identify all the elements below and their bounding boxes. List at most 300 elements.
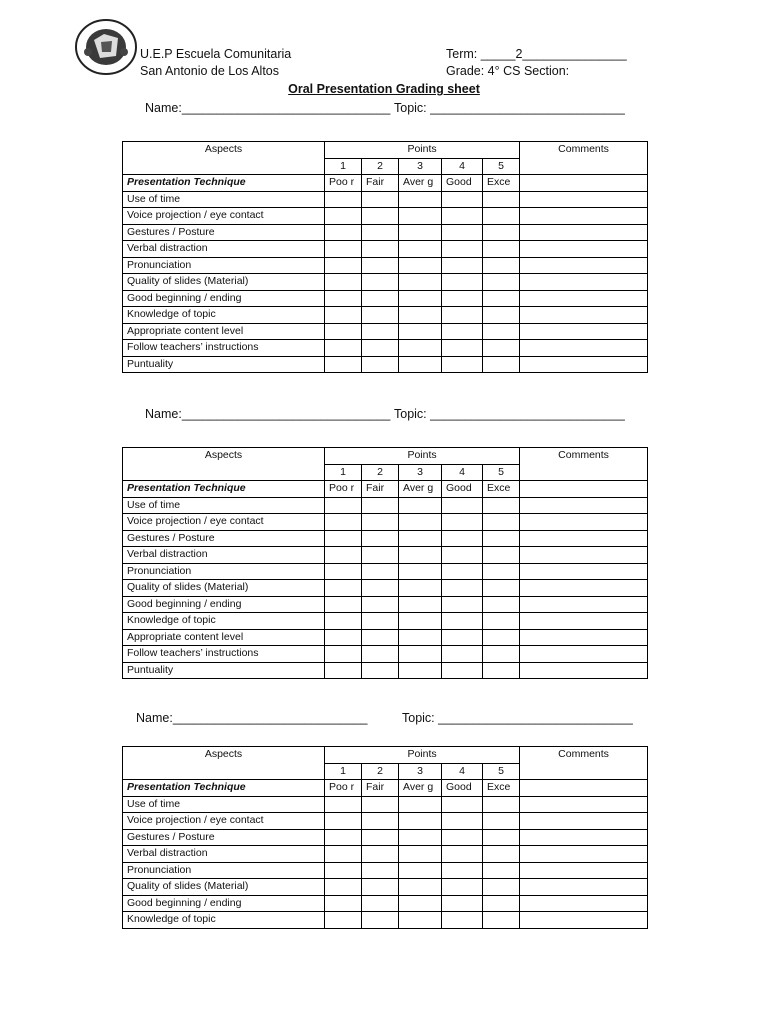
comment-cell[interactable] [520, 662, 648, 679]
score-cell-3[interactable] [399, 796, 442, 813]
name-field-2: Name:______________________________ [145, 407, 391, 421]
score-cell-5[interactable] [483, 895, 520, 912]
grading-table-3 [122, 746, 648, 929]
score-cell-4[interactable] [442, 191, 483, 208]
score-cell-2[interactable] [362, 796, 399, 813]
score-cell-4[interactable] [442, 912, 483, 929]
score-cell-4[interactable] [442, 224, 483, 241]
score-cell-1[interactable] [325, 547, 362, 564]
score-cell-3[interactable] [399, 912, 442, 929]
point-number-1: 1 [325, 763, 362, 780]
score-cell-3[interactable] [399, 662, 442, 679]
criterion-label: Knowledge of topic [123, 613, 325, 630]
score-cell-1[interactable] [325, 662, 362, 679]
score-cell-2[interactable] [362, 547, 399, 564]
score-cell-4[interactable] [442, 629, 483, 646]
criterion-label: Good beginning / ending [123, 895, 325, 912]
score-cell-2[interactable] [362, 208, 399, 225]
score-cell-4[interactable] [442, 274, 483, 291]
score-cell-5[interactable] [483, 629, 520, 646]
score-cell-1[interactable] [325, 274, 362, 291]
score-cell-5[interactable] [483, 274, 520, 291]
criterion-row [123, 662, 648, 679]
score-cell-4[interactable] [442, 547, 483, 564]
comment-cell [520, 481, 648, 498]
criterion-row [123, 356, 648, 373]
score-cell-2[interactable] [362, 895, 399, 912]
criterion-row [123, 563, 648, 580]
score-cell-2[interactable] [362, 191, 399, 208]
score-cell-2[interactable] [362, 629, 399, 646]
score-cell-4[interactable] [442, 340, 483, 357]
criterion-label: Quality of slides (Material) [123, 879, 325, 896]
comment-cell[interactable] [520, 846, 648, 863]
criterion-label: Quality of slides (Material) [123, 580, 325, 597]
point-number-2: 2 [362, 464, 399, 481]
criterion-row [123, 497, 648, 514]
score-cell-2[interactable] [362, 530, 399, 547]
points-header: Points [325, 448, 520, 465]
score-cell-4[interactable] [442, 530, 483, 547]
score-cell-3[interactable] [399, 879, 442, 896]
score-cell-5[interactable] [483, 563, 520, 580]
score-cell-5[interactable] [483, 646, 520, 663]
comment-cell[interactable] [520, 224, 648, 241]
score-cell-3[interactable] [399, 563, 442, 580]
score-cell-2[interactable] [362, 646, 399, 663]
point-number-3: 3 [399, 763, 442, 780]
term-info [446, 46, 627, 80]
aspects-header: Aspects [123, 448, 325, 481]
score-cell-5[interactable] [483, 813, 520, 830]
score-cell-2[interactable] [362, 613, 399, 630]
comment-cell[interactable] [520, 208, 648, 225]
score-cell-3[interactable] [399, 580, 442, 597]
points-header: Points [325, 142, 520, 159]
score-cell-5[interactable] [483, 596, 520, 613]
criterion-row [123, 613, 648, 630]
point-number-2: 2 [362, 763, 399, 780]
point-number-5: 5 [483, 464, 520, 481]
criterion-label: Use of time [123, 497, 325, 514]
criterion-row [123, 307, 648, 324]
comment-cell[interactable] [520, 547, 648, 564]
comment-cell[interactable] [520, 563, 648, 580]
score-cell-5[interactable] [483, 879, 520, 896]
point-number-1: 1 [325, 158, 362, 175]
section-label: Presentation Technique [123, 481, 325, 498]
score-cell-3[interactable] [399, 547, 442, 564]
score-cell-4[interactable] [442, 796, 483, 813]
score-cell-2[interactable] [362, 662, 399, 679]
score-cell-5[interactable] [483, 846, 520, 863]
score-cell-5[interactable] [483, 191, 520, 208]
scale-label-2: Fair [362, 481, 399, 498]
scale-label-3: Aver g [399, 780, 442, 797]
score-cell-3[interactable] [399, 514, 442, 531]
score-cell-1[interactable] [325, 846, 362, 863]
criterion-label: Gestures / Posture [123, 530, 325, 547]
criterion-row [123, 514, 648, 531]
score-cell-5[interactable] [483, 323, 520, 340]
term-field: Term: _____2_______________ [446, 47, 627, 61]
comment-cell[interactable] [520, 340, 648, 357]
criterion-label: Pronunciation [123, 563, 325, 580]
scale-label-4: Good [442, 481, 483, 498]
score-cell-5[interactable] [483, 580, 520, 597]
comment-cell[interactable] [520, 323, 648, 340]
criterion-row [123, 290, 648, 307]
score-cell-3[interactable] [399, 895, 442, 912]
score-cell-4[interactable] [442, 563, 483, 580]
comment-cell[interactable] [520, 613, 648, 630]
points-header: Points [325, 747, 520, 764]
score-cell-2[interactable] [362, 274, 399, 291]
score-cell-3[interactable] [399, 846, 442, 863]
score-cell-1[interactable] [325, 813, 362, 830]
criterion-label: Verbal distraction [123, 547, 325, 564]
score-cell-3[interactable] [399, 646, 442, 663]
school-logo [74, 16, 138, 76]
topic-field-3: Topic: ____________________________ [402, 711, 633, 725]
score-cell-1[interactable] [325, 307, 362, 324]
scale-label-3: Aver g [399, 175, 442, 192]
criterion-row [123, 829, 648, 846]
score-cell-3[interactable] [399, 274, 442, 291]
score-cell-4[interactable] [442, 895, 483, 912]
comments-header: Comments [520, 448, 648, 481]
score-cell-5[interactable] [483, 497, 520, 514]
section-label: Presentation Technique [123, 780, 325, 797]
criterion-row [123, 191, 648, 208]
point-number-4: 4 [442, 158, 483, 175]
criterion-row [123, 323, 648, 340]
score-cell-4[interactable] [442, 580, 483, 597]
criterion-label: Puntuality [123, 662, 325, 679]
grade-field: Grade: 4° CS Section: [446, 64, 570, 78]
grading-table-2 [122, 447, 648, 679]
criterion-label: Knowledge of topic [123, 912, 325, 929]
criterion-row [123, 530, 648, 547]
score-cell-3[interactable] [399, 257, 442, 274]
score-cell-3[interactable] [399, 862, 442, 879]
score-cell-1[interactable] [325, 580, 362, 597]
score-cell-3[interactable] [399, 829, 442, 846]
score-cell-4[interactable] [442, 241, 483, 258]
score-cell-2[interactable] [362, 846, 399, 863]
scale-label-2: Fair [362, 780, 399, 797]
score-cell-4[interactable] [442, 829, 483, 846]
score-cell-2[interactable] [362, 307, 399, 324]
score-cell-1[interactable] [325, 241, 362, 258]
score-cell-4[interactable] [442, 290, 483, 307]
score-cell-1[interactable] [325, 796, 362, 813]
score-cell-3[interactable] [399, 224, 442, 241]
criterion-row [123, 813, 648, 830]
criterion-label: Puntuality [123, 356, 325, 373]
criterion-row [123, 846, 648, 863]
comment-cell[interactable] [520, 497, 648, 514]
score-cell-3[interactable] [399, 497, 442, 514]
point-number-4: 4 [442, 464, 483, 481]
score-cell-2[interactable] [362, 323, 399, 340]
comment-cell[interactable] [520, 191, 648, 208]
criterion-row [123, 862, 648, 879]
score-cell-1[interactable] [325, 530, 362, 547]
comment-cell[interactable] [520, 646, 648, 663]
criterion-row [123, 596, 648, 613]
criterion-label: Voice projection / eye contact [123, 813, 325, 830]
comment-cell[interactable] [520, 895, 648, 912]
scale-label-3: Aver g [399, 481, 442, 498]
aspects-header: Aspects [123, 142, 325, 175]
criterion-row [123, 580, 648, 597]
score-cell-1[interactable] [325, 879, 362, 896]
score-cell-3[interactable] [399, 191, 442, 208]
score-cell-3[interactable] [399, 530, 442, 547]
score-cell-2[interactable] [362, 257, 399, 274]
comment-cell[interactable] [520, 530, 648, 547]
score-cell-4[interactable] [442, 813, 483, 830]
criterion-label: Pronunciation [123, 862, 325, 879]
topic-field-2: Topic: ____________________________ [394, 407, 625, 421]
criterion-row [123, 796, 648, 813]
point-number-2: 2 [362, 158, 399, 175]
score-cell-1[interactable] [325, 208, 362, 225]
comment-cell[interactable] [520, 879, 648, 896]
comment-cell[interactable] [520, 514, 648, 531]
scale-label-2: Fair [362, 175, 399, 192]
criterion-row [123, 340, 648, 357]
score-cell-5[interactable] [483, 514, 520, 531]
criterion-row [123, 895, 648, 912]
score-cell-2[interactable] [362, 813, 399, 830]
score-cell-4[interactable] [442, 846, 483, 863]
comment-cell[interactable] [520, 241, 648, 258]
score-cell-4[interactable] [442, 662, 483, 679]
score-cell-4[interactable] [442, 356, 483, 373]
comment-cell [520, 175, 648, 192]
score-cell-1[interactable] [325, 224, 362, 241]
score-cell-1[interactable] [325, 613, 362, 630]
scale-label-4: Good [442, 175, 483, 192]
scale-label-4: Good [442, 780, 483, 797]
criterion-label: Quality of slides (Material) [123, 274, 325, 291]
topic-field-1: Topic: ____________________________ [394, 101, 625, 115]
score-cell-1[interactable] [325, 257, 362, 274]
score-cell-5[interactable] [483, 356, 520, 373]
criterion-label: Knowledge of topic [123, 307, 325, 324]
score-cell-3[interactable] [399, 613, 442, 630]
criterion-row [123, 646, 648, 663]
score-cell-5[interactable] [483, 340, 520, 357]
criterion-label: Gestures / Posture [123, 224, 325, 241]
comments-header: Comments [520, 142, 648, 175]
comment-cell[interactable] [520, 257, 648, 274]
criterion-label: Voice projection / eye contact [123, 514, 325, 531]
score-cell-5[interactable] [483, 662, 520, 679]
score-cell-5[interactable] [483, 307, 520, 324]
comment-cell[interactable] [520, 580, 648, 597]
criterion-row [123, 912, 648, 929]
score-cell-1[interactable] [325, 323, 362, 340]
criterion-row [123, 879, 648, 896]
aspects-header: Aspects [123, 747, 325, 780]
school-name: U.E.P Escuela Comunitaria [140, 47, 292, 61]
score-cell-2[interactable] [362, 497, 399, 514]
scale-label-5: Exce [483, 481, 520, 498]
score-cell-2[interactable] [362, 241, 399, 258]
score-cell-2[interactable] [362, 829, 399, 846]
criterion-row [123, 274, 648, 291]
comment-cell[interactable] [520, 813, 648, 830]
name-field-3: Name:____________________________ [136, 711, 368, 725]
scale-label-1: Poo r [325, 481, 362, 498]
section-label: Presentation Technique [123, 175, 325, 192]
score-cell-2[interactable] [362, 224, 399, 241]
criterion-label: Verbal distraction [123, 846, 325, 863]
score-cell-5[interactable] [483, 829, 520, 846]
score-cell-1[interactable] [325, 191, 362, 208]
score-cell-4[interactable] [442, 307, 483, 324]
score-cell-3[interactable] [399, 208, 442, 225]
criterion-label: Follow teachers’ instructions [123, 646, 325, 663]
score-cell-4[interactable] [442, 514, 483, 531]
score-cell-4[interactable] [442, 323, 483, 340]
score-cell-2[interactable] [362, 580, 399, 597]
score-cell-4[interactable] [442, 646, 483, 663]
score-cell-5[interactable] [483, 862, 520, 879]
score-cell-1[interactable] [325, 862, 362, 879]
score-cell-2[interactable] [362, 862, 399, 879]
criterion-label: Pronunciation [123, 257, 325, 274]
score-cell-2[interactable] [362, 340, 399, 357]
criterion-label: Good beginning / ending [123, 596, 325, 613]
score-cell-5[interactable] [483, 241, 520, 258]
comments-header: Comments [520, 747, 648, 780]
criterion-label: Voice projection / eye contact [123, 208, 325, 225]
score-cell-4[interactable] [442, 208, 483, 225]
criterion-label: Use of time [123, 796, 325, 813]
score-cell-5[interactable] [483, 530, 520, 547]
score-cell-5[interactable] [483, 547, 520, 564]
score-cell-3[interactable] [399, 241, 442, 258]
score-cell-1[interactable] [325, 829, 362, 846]
criterion-label: Verbal distraction [123, 241, 325, 258]
score-cell-1[interactable] [325, 563, 362, 580]
score-cell-1[interactable] [325, 629, 362, 646]
comment-cell[interactable] [520, 862, 648, 879]
criterion-label: Gestures / Posture [123, 829, 325, 846]
point-number-5: 5 [483, 158, 520, 175]
score-cell-3[interactable] [399, 596, 442, 613]
criterion-label: Follow teachers’ instructions [123, 340, 325, 357]
comment-cell[interactable] [520, 829, 648, 846]
criterion-row [123, 547, 648, 564]
score-cell-2[interactable] [362, 563, 399, 580]
comment-cell[interactable] [520, 274, 648, 291]
score-cell-1[interactable] [325, 290, 362, 307]
score-cell-2[interactable] [362, 879, 399, 896]
point-number-3: 3 [399, 464, 442, 481]
score-cell-5[interactable] [483, 912, 520, 929]
point-number-3: 3 [399, 158, 442, 175]
scale-label-1: Poo r [325, 175, 362, 192]
score-cell-5[interactable] [483, 257, 520, 274]
score-cell-5[interactable] [483, 208, 520, 225]
scale-label-5: Exce [483, 175, 520, 192]
criterion-label: Appropriate content level [123, 629, 325, 646]
scale-label-5: Exce [483, 780, 520, 797]
score-cell-1[interactable] [325, 356, 362, 373]
scale-label-1: Poo r [325, 780, 362, 797]
score-cell-1[interactable] [325, 912, 362, 929]
score-cell-1[interactable] [325, 340, 362, 357]
score-cell-3[interactable] [399, 340, 442, 357]
score-cell-4[interactable] [442, 613, 483, 630]
score-cell-2[interactable] [362, 290, 399, 307]
score-cell-3[interactable] [399, 813, 442, 830]
score-cell-1[interactable] [325, 895, 362, 912]
criterion-label: Good beginning / ending [123, 290, 325, 307]
score-cell-2[interactable] [362, 514, 399, 531]
score-cell-2[interactable] [362, 596, 399, 613]
comment-cell[interactable] [520, 796, 648, 813]
score-cell-1[interactable] [325, 646, 362, 663]
criterion-label: Use of time [123, 191, 325, 208]
score-cell-3[interactable] [399, 290, 442, 307]
score-cell-2[interactable] [362, 356, 399, 373]
score-cell-5[interactable] [483, 796, 520, 813]
criterion-label: Appropriate content level [123, 323, 325, 340]
score-cell-4[interactable] [442, 497, 483, 514]
point-number-5: 5 [483, 763, 520, 780]
score-cell-2[interactable] [362, 912, 399, 929]
document-title: Oral Presentation Grading sheet [288, 82, 480, 96]
grading-table-1 [122, 141, 648, 373]
score-cell-1[interactable] [325, 514, 362, 531]
score-cell-4[interactable] [442, 879, 483, 896]
comment-cell[interactable] [520, 912, 648, 929]
score-cell-5[interactable] [483, 290, 520, 307]
comment-cell[interactable] [520, 290, 648, 307]
criterion-row [123, 629, 648, 646]
score-cell-4[interactable] [442, 257, 483, 274]
score-cell-4[interactable] [442, 596, 483, 613]
criterion-row [123, 224, 648, 241]
school-info [140, 46, 291, 80]
criterion-row [123, 257, 648, 274]
comment-cell[interactable] [520, 629, 648, 646]
comment-cell[interactable] [520, 356, 648, 373]
score-cell-1[interactable] [325, 596, 362, 613]
score-cell-5[interactable] [483, 224, 520, 241]
score-cell-3[interactable] [399, 323, 442, 340]
school-location: San Antonio de Los Altos [140, 64, 279, 78]
score-cell-5[interactable] [483, 613, 520, 630]
point-number-4: 4 [442, 763, 483, 780]
score-cell-3[interactable] [399, 307, 442, 324]
score-cell-3[interactable] [399, 629, 442, 646]
comment-cell[interactable] [520, 307, 648, 324]
criterion-row [123, 208, 648, 225]
comment-cell[interactable] [520, 596, 648, 613]
criterion-row [123, 241, 648, 258]
score-cell-3[interactable] [399, 356, 442, 373]
point-number-1: 1 [325, 464, 362, 481]
score-cell-4[interactable] [442, 862, 483, 879]
score-cell-1[interactable] [325, 497, 362, 514]
